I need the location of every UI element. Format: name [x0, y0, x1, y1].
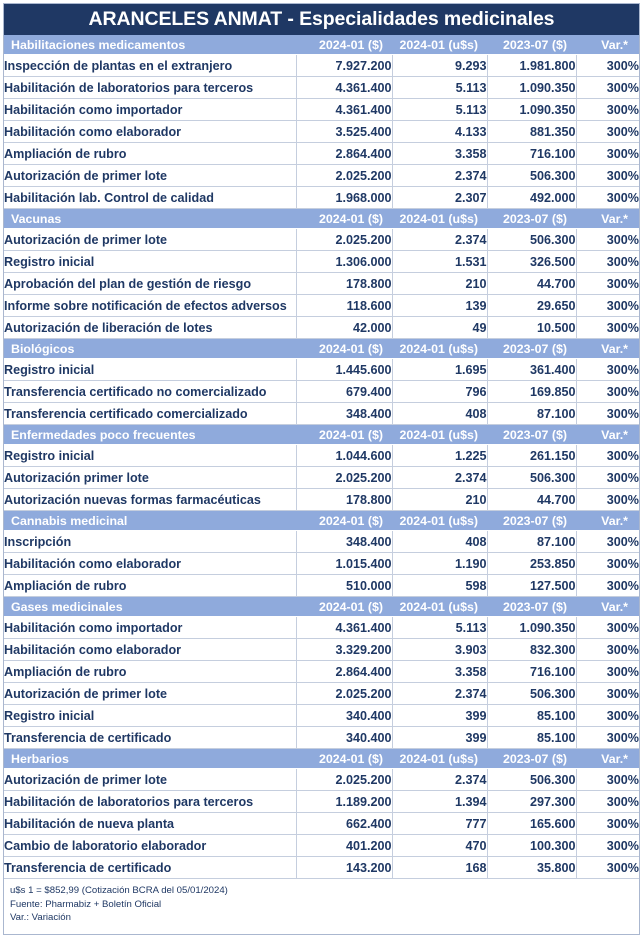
cell-ars-2024: 7.927.200 [296, 55, 392, 77]
table-row [4, 445, 639, 467]
cell-ars-2023: 10.500 [487, 317, 576, 339]
cell-ars-2024: 2.025.200 [296, 229, 392, 251]
cell-variation: 300% [576, 769, 639, 791]
row-label: Habilitación como importador [4, 99, 296, 121]
column-header-ars-2023: 2023-07 ($) [487, 35, 576, 55]
cell-usd-2024: 1.225 [392, 445, 487, 467]
cell-usd-2024: 210 [392, 489, 487, 511]
table-row [4, 165, 639, 187]
row-label: Autorización de liberación de lotes [4, 317, 296, 339]
cell-usd-2024: 2.374 [392, 683, 487, 705]
section-name: Gases medicinales [4, 597, 296, 617]
cell-usd-2024: 3.358 [392, 661, 487, 683]
row-label: Informe sobre notificación de efectos adversos [4, 295, 296, 317]
cell-ars-2023: 1.090.350 [487, 617, 576, 639]
row-label: Autorización primer lote [4, 467, 296, 489]
cell-ars-2023: 100.300 [487, 835, 576, 857]
table-row [4, 639, 639, 661]
section-header-row [4, 339, 639, 359]
table-row [4, 769, 639, 791]
cell-usd-2024: 5.113 [392, 77, 487, 99]
row-label: Autorización de primer lote [4, 683, 296, 705]
cell-variation: 300% [576, 617, 639, 639]
cell-ars-2023: 506.300 [487, 683, 576, 705]
cell-ars-2024: 1.306.000 [296, 251, 392, 273]
cell-ars-2024: 1.968.000 [296, 187, 392, 209]
cell-variation: 300% [576, 273, 639, 295]
tariff-table-body [4, 35, 639, 879]
row-label: Registro inicial [4, 251, 296, 273]
cell-ars-2023: 506.300 [487, 769, 576, 791]
column-header-ars-2024: 2024-01 ($) [296, 597, 392, 617]
footnotes [4, 879, 639, 934]
cell-ars-2024: 2.864.400 [296, 661, 392, 683]
cell-ars-2024: 401.200 [296, 835, 392, 857]
cell-variation: 300% [576, 575, 639, 597]
column-header-usd-2024: 2024-01 (u$s) [392, 511, 487, 531]
tariff-table-frame [3, 3, 640, 935]
cell-ars-2023: 165.600 [487, 813, 576, 835]
cell-usd-2024: 5.113 [392, 617, 487, 639]
column-header-var: Var.* [576, 209, 639, 229]
column-header-ars-2023: 2023-07 ($) [487, 209, 576, 229]
table-row [4, 683, 639, 705]
cell-ars-2024: 3.525.400 [296, 121, 392, 143]
cell-ars-2024: 178.800 [296, 489, 392, 511]
cell-ars-2024: 340.400 [296, 727, 392, 749]
cell-usd-2024: 1.394 [392, 791, 487, 813]
section-name: Enfermedades poco frecuentes [4, 425, 296, 445]
cell-usd-2024: 408 [392, 403, 487, 425]
cell-usd-2024: 4.133 [392, 121, 487, 143]
cell-ars-2024: 348.400 [296, 531, 392, 553]
cell-ars-2023: 85.100 [487, 727, 576, 749]
table-row [4, 553, 639, 575]
row-label: Inspección de plantas en el extranjero [4, 55, 296, 77]
cell-variation: 300% [576, 359, 639, 381]
cell-ars-2024: 143.200 [296, 857, 392, 879]
row-label: Registro inicial [4, 359, 296, 381]
table-row [4, 273, 639, 295]
row-label: Autorización de primer lote [4, 229, 296, 251]
page-title: ARANCELES ANMAT - Especialidades medicinales [4, 4, 639, 35]
cell-ars-2024: 4.361.400 [296, 617, 392, 639]
cell-variation: 300% [576, 489, 639, 511]
table-row [4, 121, 639, 143]
row-label: Ampliación de rubro [4, 575, 296, 597]
cell-usd-2024: 9.293 [392, 55, 487, 77]
section-header-row [4, 425, 639, 445]
cell-usd-2024: 777 [392, 813, 487, 835]
cell-usd-2024: 399 [392, 705, 487, 727]
tariff-table [4, 35, 639, 879]
column-header-ars-2023: 2023-07 ($) [487, 425, 576, 445]
row-label: Transferencia certificado no comercializado [4, 381, 296, 403]
cell-variation: 300% [576, 317, 639, 339]
column-header-ars-2024: 2024-01 ($) [296, 209, 392, 229]
cell-ars-2023: 506.300 [487, 229, 576, 251]
row-label: Transferencia de certificado [4, 857, 296, 879]
cell-ars-2024: 2.864.400 [296, 143, 392, 165]
cell-variation: 300% [576, 99, 639, 121]
cell-variation: 300% [576, 143, 639, 165]
cell-usd-2024: 3.903 [392, 639, 487, 661]
cell-variation: 300% [576, 445, 639, 467]
cell-ars-2024: 662.400 [296, 813, 392, 835]
column-header-var: Var.* [576, 35, 639, 55]
cell-usd-2024: 2.307 [392, 187, 487, 209]
row-label: Transferencia de certificado [4, 727, 296, 749]
column-header-var: Var.* [576, 425, 639, 445]
cell-variation: 300% [576, 553, 639, 575]
table-row [4, 295, 639, 317]
row-label: Autorización nuevas formas farmacéuticas [4, 489, 296, 511]
cell-ars-2023: 832.300 [487, 639, 576, 661]
table-row [4, 403, 639, 425]
table-row [4, 727, 639, 749]
cell-ars-2023: 881.350 [487, 121, 576, 143]
cell-ars-2024: 679.400 [296, 381, 392, 403]
table-row [4, 359, 639, 381]
footnote-line: u$s 1 = $852,99 (Cotización BCRA del 05/01/2024) [10, 885, 228, 896]
cell-ars-2024: 2.025.200 [296, 769, 392, 791]
table-row [4, 857, 639, 879]
row-label: Autorización de primer lote [4, 769, 296, 791]
row-label: Registro inicial [4, 705, 296, 727]
cell-usd-2024: 598 [392, 575, 487, 597]
cell-usd-2024: 1.190 [392, 553, 487, 575]
cell-variation: 300% [576, 165, 639, 187]
section-name: Herbarios [4, 749, 296, 769]
table-row [4, 835, 639, 857]
column-header-ars-2023: 2023-07 ($) [487, 749, 576, 769]
footnote-line: Var.: Variación [10, 912, 71, 923]
column-header-usd-2024: 2024-01 (u$s) [392, 339, 487, 359]
cell-ars-2024: 1.445.600 [296, 359, 392, 381]
cell-variation: 300% [576, 705, 639, 727]
cell-ars-2023: 716.100 [487, 143, 576, 165]
cell-ars-2023: 1.981.800 [487, 55, 576, 77]
cell-ars-2024: 340.400 [296, 705, 392, 727]
cell-usd-2024: 796 [392, 381, 487, 403]
cell-variation: 300% [576, 467, 639, 489]
column-header-ars-2024: 2024-01 ($) [296, 339, 392, 359]
cell-usd-2024: 2.374 [392, 769, 487, 791]
row-label: Autorización de primer lote [4, 165, 296, 187]
row-label: Habilitación como elaborador [4, 121, 296, 143]
cell-ars-2023: 253.850 [487, 553, 576, 575]
column-header-ars-2023: 2023-07 ($) [487, 511, 576, 531]
column-header-var: Var.* [576, 339, 639, 359]
cell-variation: 300% [576, 381, 639, 403]
column-header-ars-2023: 2023-07 ($) [487, 339, 576, 359]
section-header-row [4, 209, 639, 229]
section-header-row [4, 749, 639, 769]
table-row [4, 381, 639, 403]
section-name: Cannabis medicinal [4, 511, 296, 531]
cell-usd-2024: 3.358 [392, 143, 487, 165]
row-label: Habilitación como elaborador [4, 553, 296, 575]
row-label: Ampliación de rubro [4, 143, 296, 165]
cell-ars-2023: 326.500 [487, 251, 576, 273]
column-header-var: Var.* [576, 511, 639, 531]
column-header-usd-2024: 2024-01 (u$s) [392, 209, 487, 229]
table-row [4, 661, 639, 683]
cell-variation: 300% [576, 121, 639, 143]
cell-ars-2024: 510.000 [296, 575, 392, 597]
table-row [4, 705, 639, 727]
cell-variation: 300% [576, 55, 639, 77]
section-name: Biológicos [4, 339, 296, 359]
cell-ars-2023: 361.400 [487, 359, 576, 381]
cell-usd-2024: 139 [392, 295, 487, 317]
cell-variation: 300% [576, 77, 639, 99]
table-row [4, 617, 639, 639]
cell-variation: 300% [576, 229, 639, 251]
cell-ars-2023: 506.300 [487, 467, 576, 489]
column-header-usd-2024: 2024-01 (u$s) [392, 749, 487, 769]
table-row [4, 467, 639, 489]
cell-variation: 300% [576, 295, 639, 317]
row-label: Habilitación como importador [4, 617, 296, 639]
cell-usd-2024: 2.374 [392, 229, 487, 251]
cell-variation: 300% [576, 683, 639, 705]
cell-variation: 300% [576, 791, 639, 813]
cell-ars-2024: 2.025.200 [296, 683, 392, 705]
cell-usd-2024: 5.113 [392, 99, 487, 121]
table-row [4, 187, 639, 209]
footnote-line: Fuente: Pharmabiz + Boletín Oficial [10, 898, 162, 910]
cell-ars-2024: 178.800 [296, 273, 392, 295]
table-row [4, 251, 639, 273]
column-header-usd-2024: 2024-01 (u$s) [392, 597, 487, 617]
cell-usd-2024: 470 [392, 835, 487, 857]
column-header-usd-2024: 2024-01 (u$s) [392, 425, 487, 445]
row-label: Inscripción [4, 531, 296, 553]
cell-ars-2023: 29.650 [487, 295, 576, 317]
cell-ars-2024: 4.361.400 [296, 77, 392, 99]
cell-usd-2024: 1.695 [392, 359, 487, 381]
cell-ars-2023: 716.100 [487, 661, 576, 683]
cell-variation: 300% [576, 727, 639, 749]
table-row [4, 77, 639, 99]
row-label: Cambio de laboratorio elaborador [4, 835, 296, 857]
row-label: Transferencia certificado comercializado [4, 403, 296, 425]
cell-ars-2024: 118.600 [296, 295, 392, 317]
section-name: Habilitaciones medicamentos [4, 35, 296, 55]
cell-ars-2023: 127.500 [487, 575, 576, 597]
table-row [4, 317, 639, 339]
cell-ars-2023: 87.100 [487, 403, 576, 425]
cell-usd-2024: 2.374 [392, 165, 487, 187]
row-label: Habilitación de laboratorios para terceros [4, 77, 296, 99]
column-header-ars-2024: 2024-01 ($) [296, 425, 392, 445]
cell-variation: 300% [576, 835, 639, 857]
table-row [4, 99, 639, 121]
cell-usd-2024: 49 [392, 317, 487, 339]
table-row [4, 813, 639, 835]
cell-ars-2023: 261.150 [487, 445, 576, 467]
cell-variation: 300% [576, 251, 639, 273]
column-header-var: Var.* [576, 597, 639, 617]
row-label: Habilitación como elaborador [4, 639, 296, 661]
cell-usd-2024: 408 [392, 531, 487, 553]
column-header-ars-2024: 2024-01 ($) [296, 35, 392, 55]
table-row [4, 143, 639, 165]
table-row [4, 531, 639, 553]
cell-ars-2023: 1.090.350 [487, 77, 576, 99]
cell-variation: 300% [576, 531, 639, 553]
row-label: Habilitación de laboratorios para terceros [4, 791, 296, 813]
cell-ars-2023: 1.090.350 [487, 99, 576, 121]
cell-usd-2024: 1.531 [392, 251, 487, 273]
section-header-row [4, 35, 639, 55]
cell-usd-2024: 399 [392, 727, 487, 749]
cell-variation: 300% [576, 187, 639, 209]
column-header-var: Var.* [576, 749, 639, 769]
section-header-row [4, 597, 639, 617]
row-label: Registro inicial [4, 445, 296, 467]
cell-usd-2024: 2.374 [392, 467, 487, 489]
cell-ars-2023: 297.300 [487, 791, 576, 813]
table-row [4, 489, 639, 511]
cell-variation: 300% [576, 813, 639, 835]
cell-ars-2023: 35.800 [487, 857, 576, 879]
cell-usd-2024: 168 [392, 857, 487, 879]
cell-ars-2024: 42.000 [296, 317, 392, 339]
cell-variation: 300% [576, 403, 639, 425]
section-name: Vacunas [4, 209, 296, 229]
row-label: Aprobación del plan de gestión de riesgo [4, 273, 296, 295]
cell-ars-2024: 2.025.200 [296, 165, 392, 187]
cell-ars-2023: 85.100 [487, 705, 576, 727]
cell-ars-2023: 506.300 [487, 165, 576, 187]
cell-usd-2024: 210 [392, 273, 487, 295]
column-header-ars-2024: 2024-01 ($) [296, 749, 392, 769]
row-label: Habilitación de nueva planta [4, 813, 296, 835]
cell-variation: 300% [576, 639, 639, 661]
column-header-ars-2024: 2024-01 ($) [296, 511, 392, 531]
cell-ars-2023: 169.850 [487, 381, 576, 403]
row-label: Ampliación de rubro [4, 661, 296, 683]
row-label: Habilitación lab. Control de calidad [4, 187, 296, 209]
cell-ars-2024: 1.015.400 [296, 553, 392, 575]
table-row [4, 575, 639, 597]
cell-ars-2024: 4.361.400 [296, 99, 392, 121]
cell-ars-2023: 44.700 [487, 489, 576, 511]
table-row [4, 55, 639, 77]
cell-ars-2023: 87.100 [487, 531, 576, 553]
cell-ars-2024: 1.189.200 [296, 791, 392, 813]
cell-ars-2024: 1.044.600 [296, 445, 392, 467]
table-row [4, 791, 639, 813]
cell-ars-2024: 2.025.200 [296, 467, 392, 489]
cell-ars-2023: 492.000 [487, 187, 576, 209]
cell-variation: 300% [576, 661, 639, 683]
cell-variation: 300% [576, 857, 639, 879]
section-header-row [4, 511, 639, 531]
cell-ars-2024: 3.329.200 [296, 639, 392, 661]
column-header-ars-2023: 2023-07 ($) [487, 597, 576, 617]
table-row [4, 229, 639, 251]
cell-ars-2023: 44.700 [487, 273, 576, 295]
column-header-usd-2024: 2024-01 (u$s) [392, 35, 487, 55]
cell-ars-2024: 348.400 [296, 403, 392, 425]
